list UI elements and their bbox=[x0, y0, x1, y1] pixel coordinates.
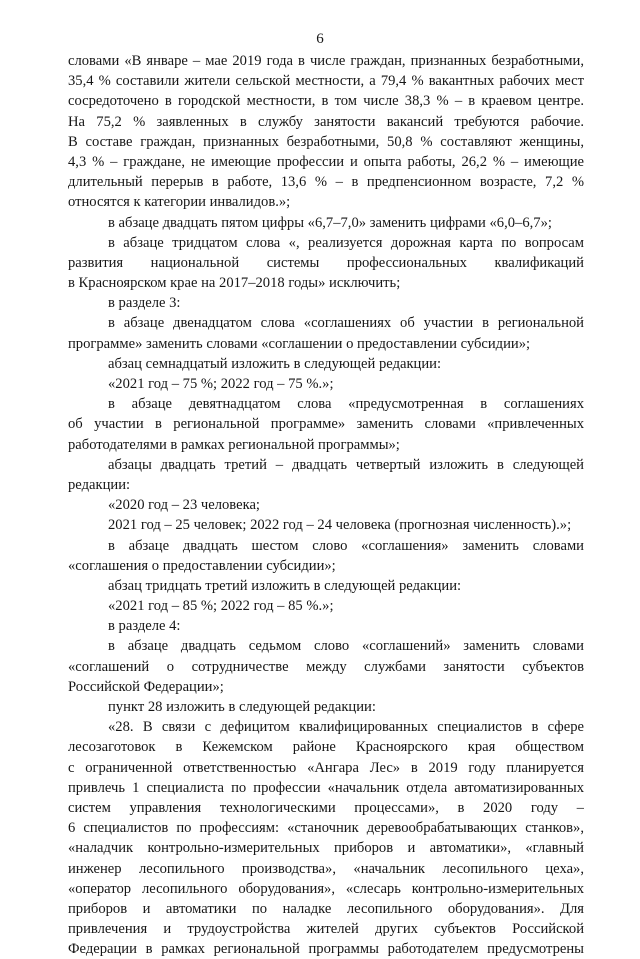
text-line: в абзаце двадцать шестом слово «соглашения» заменить словами bbox=[108, 537, 584, 554]
text-line: абзац тридцать третий изложить в следующей редакции: bbox=[108, 577, 462, 594]
text-line: лесозаготовок в Кежемском районе Красноярского края обществом bbox=[68, 739, 584, 756]
text-line: Федерации в рамках региональной программы работодателем предусмотрены bbox=[68, 941, 584, 958]
text-line: На 75,2 % заявленных в службу занятости вакансий требуются рабочие. bbox=[68, 113, 584, 130]
page-number: 6 bbox=[316, 31, 324, 47]
text-line: программе» заменить словами «соглашении о предоставлении субсидии»; bbox=[68, 335, 531, 352]
text-line: «оператор лесопильного оборудования», «слесарь контрольно-измерительных bbox=[68, 880, 584, 897]
text-line: в разделе 3: bbox=[108, 295, 181, 312]
text-line: развития национальной системы профессиональных квалификаций bbox=[68, 254, 584, 271]
text-line: в разделе 4: bbox=[108, 618, 181, 635]
text-line: абзацы двадцать третий – двадцать четвертый изложить в следующей bbox=[108, 456, 584, 473]
text-line: «соглашения о предоставлении субсидии»; bbox=[68, 557, 336, 574]
text-line: «2021 год – 75 %; 2022 год – 75 %.»; bbox=[108, 376, 334, 392]
text-line: в абзаце двадцать пятом цифры «6,7–7,0» заменить цифрами «6,0–6,7»; bbox=[108, 214, 552, 231]
text-line: в абзаце тридцатом слова «, реализуется дорожная карта по вопросам bbox=[108, 234, 584, 251]
text-line: в абзаце двенадцатом слова «соглашениях об участии в региональной bbox=[108, 315, 584, 332]
text-line: 4,3 % – граждане, не имеющие профессии и опыта работы, 26,2 % – имеющие bbox=[68, 153, 584, 170]
text-line: систем управления технологическими процессами», в 2020 году – bbox=[68, 799, 584, 816]
text-line: приборов и автоматики по наладке лесопильного оборудования». Для bbox=[68, 900, 584, 917]
text-line: инженер лесопильного производства», «начальник лесопильного цеха», bbox=[68, 860, 584, 877]
text-line: работодателями в рамках региональной программы»; bbox=[68, 436, 400, 453]
text-line: Российской Федерации»; bbox=[68, 678, 224, 695]
text-line: «2021 год – 85 %; 2022 год – 85 %.»; bbox=[108, 598, 334, 615]
text-line: словами «В январе – мае 2019 года в числе граждан, признанных безработными, bbox=[68, 53, 584, 69]
text-line: 35,4 % составили жители сельской местности, а 79,4 % вакантных рабочих мест bbox=[68, 73, 584, 90]
text-line: привлечения и трудоустройства жителей других субъектов Российской bbox=[68, 921, 584, 938]
text-line: 2021 год – 25 человек; 2022 год – 24 человека (прогнозная численность).»; bbox=[108, 517, 572, 534]
text-line: об участии в региональной программе» заменить словами «привлеченных bbox=[68, 416, 584, 433]
text-line: относятся к категории инвалидов.»; bbox=[68, 194, 291, 211]
text-line: сосредоточено в городской местности, в том числе 38,3 % – в краевом центре. bbox=[68, 93, 584, 110]
text-line: «наладчик контрольно-измерительных приборов и автоматики», «главный bbox=[68, 840, 584, 857]
text-line: «28. В связи с дефицитом квалифицированных специалистов в сфере bbox=[108, 719, 584, 736]
text-line: 6 специалистов по профессиям: «станочник деревообрабатывающих станков», bbox=[68, 820, 584, 837]
text-line: в абзаце девятнадцатом слова «предусмотренная в соглашениях bbox=[108, 396, 584, 413]
text-line: с ограниченной ответственностью «Ангара Лес» в 2019 году планируется bbox=[68, 759, 584, 776]
text-line: в Красноярском крае на 2017–2018 годы» исключить; bbox=[68, 275, 401, 292]
text-line: длительный перерыв в работе, 13,6 % – в предпенсионном возрасте, 7,2 % bbox=[68, 174, 584, 191]
text-line: «соглашений о сотрудничестве между службами занятости субъектов bbox=[68, 658, 584, 675]
text-line: в абзаце двадцать седьмом слово «соглашений» заменить словами bbox=[108, 638, 584, 655]
text-line: пункт 28 изложить в следующей редакции: bbox=[108, 699, 376, 715]
text-line: привлечь 1 специалиста по профессии «начальник отдела автоматизированных bbox=[68, 779, 584, 796]
text-line: В составе граждан, признанных безработными, 50,8 % составляют женщины, bbox=[68, 133, 584, 150]
document-body bbox=[68, 51, 584, 959]
text-line: абзац семнадцатый изложить в следующей редакции: bbox=[108, 355, 442, 372]
text-line: редакции: bbox=[68, 476, 131, 493]
text-line: «2020 год – 23 человека; bbox=[108, 497, 260, 514]
